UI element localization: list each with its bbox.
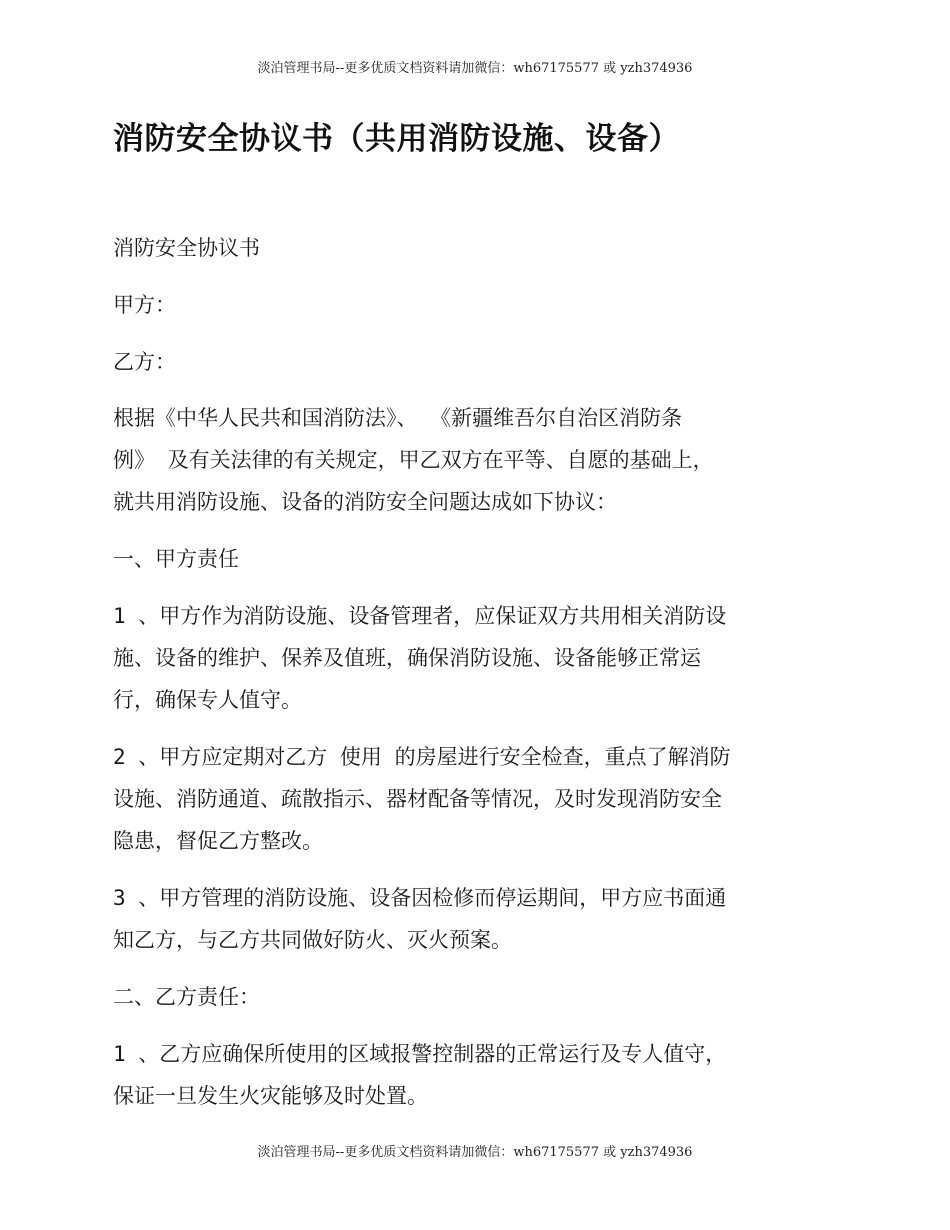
clause-line: 2 、甲方应定期对乙方 使用 的房屋进行安全检查，重点了解消防: [113, 745, 731, 769]
clause-line: 1 、甲方作为消防设施、设备管理者，应保证双方共用相关消防设: [113, 604, 727, 628]
intro-line: 就共用消防设施、设备的消防安全问题达成如下协议：: [113, 490, 617, 514]
clause-line: 隐患，督促乙方整改。: [113, 829, 323, 853]
clause-line: 行，确保专人值守。: [113, 688, 302, 712]
party-a-label: 甲方：: [113, 293, 176, 317]
clause-line: 知乙方，与乙方共同做好防火、灭火预案。: [113, 928, 512, 952]
footer-note: 淡泊管理书局--更多优质文档资料请加微信：wh67175577 或 yzh374936: [257, 1145, 693, 1160]
subtitle: 消防安全协议书: [113, 236, 260, 260]
clause-line: 3 、甲方管理的消防设施、设备因检修而停运期间，甲方应书面通: [113, 886, 727, 910]
party-b-label: 乙方：: [113, 350, 176, 374]
section-heading-party-a: 一、甲方责任: [113, 547, 239, 571]
clause-line: 施、设备的维护、保养及值班，确保消防设施、设备能够正常运: [113, 646, 701, 670]
document-title: 消防安全协议书（共用消防设施、设备）: [113, 121, 680, 157]
section-heading-party-b: 二、乙方责任：: [113, 985, 260, 1009]
intro-line: 例》 及有关法律的有关规定，甲乙双方在平等、自愿的基础上，: [113, 448, 714, 472]
clause-line: 1 、乙方应确保所使用的区域报警控制器的正常运行及专人值守，: [113, 1042, 727, 1066]
clause-line: 设施、消防通道、疏散指示、器材配备等情况，及时发现消防安全: [113, 787, 722, 811]
clause-line: 保证一旦发生火灾能够及时处置。: [113, 1084, 428, 1108]
header-note: 淡泊管理书局--更多优质文档资料请加微信：wh67175577 或 yzh374936: [257, 61, 693, 76]
intro-line: 根据《中华人民共和国消防法》、 《新疆维吾尔自治区消防条: [113, 406, 683, 430]
